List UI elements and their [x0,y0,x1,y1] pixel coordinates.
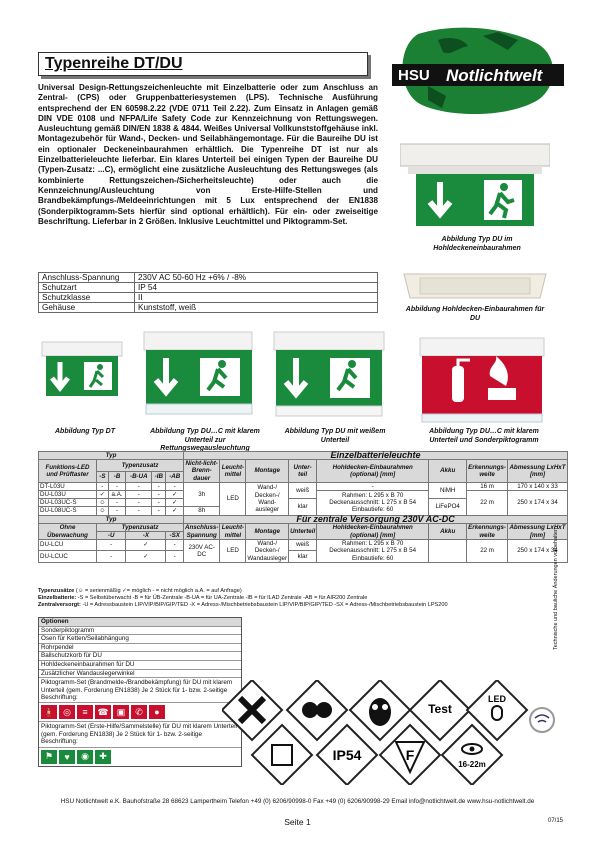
table-row: DU-L03U ✓ a.A. - - ✓ Rahmen: L 295 x B 70 Deckenausschnitt: L 275 x B 54 Einbautiefe: 60 22 m 250 x 174 x 34 [39,491,568,499]
fire-hose-icon: ◎ [59,705,75,719]
product-table: Typ Einzelbatterieleuchte Funktions-LED und Prüftaster Typenzusatz Nicht-licht-Brenn-dauer Leucht-mittel Montage Unter-teil Hohldecken-Einbaurahmen (optional) [mm] Akku Erkennungs-weite Abmessung LxHxT [mm] -S -B -B-UA -IB -AB DT-L03U - - - - - 3h LED Wand-/ Decken-/ Wand-ausleger weiß - NiMH 16 m 170 x 140 x 33 DU-L03U ✓ a.A. - - ✓ Rahmen: L 295 x B 70 Deckenausschnitt: L 275 x B 54 Einbautiefe: 60 22 m 250 x 174 x 34 DU-L03UC-S ☺ - - - ✓ klar LiFePO4 DU-L08UC-S ☺ - - - ✓ 8h Typ Für zentrale Versorgung 230V AC-DC Ohne Überwachung Typenzusatz Anschluss-Spannung Leucht-mittel Montage Unterteil Hohldecken-Einbaurahmen (optional) [mm] Akku Erkennungs-weite Abmessung LxHxT [mm] -U -X -SX DU-LCU - ✓ - 230V AC-DC LED Wand-/ Decken-/ Wandausleger weiß Rahmen: L 295 x B 70 Deckenausschnitt: L 275 x B 54 Einbautiefe: 60 22 m 250 x 174 x 34 DU-LCUC - ✓ - klar [40,450,566,562]
owl-icon [350,680,410,740]
footer-address: HSU Notlichtwelt e.K. Bauhofstraße 28 68623 Lampertheim Telefon +49 (0) 6206/90998-0 Fax +49 (0) 6206/90998-29 Email info@notlichtwelt.de www.hsu-notlichtwelt.de [60,798,535,805]
fire-extinguisher-icon: 🧯 [41,705,57,719]
options-box [38,617,242,767]
doc-date: 07/15 [548,818,564,824]
dt-image [40,340,136,420]
assembly-point-icon: ⚑ [41,750,57,764]
spec-row: Gehäuse Kunststoff, weiß [39,303,378,313]
firstaid-pictograms [39,748,241,766]
frame-image [402,272,548,302]
table-row: DU-L08UC-S ☺ - - - ✓ 8h [39,507,568,515]
logo-brand-text: Notlichtwelt [446,66,543,85]
option-item: Ballschutzkorb für DU [39,652,241,661]
fire-phone-icon: ✆ [131,705,147,719]
option-item: Ösen für Ketten/Seilabhängung [39,635,241,644]
type-notes: Typenzusätze (☺ = serienmäßig ✓= möglich - = nicht möglich a.A. = auf Anfrage) Einzelbatterie: -S = Selbstüberwacht -B = für ÜB-Zentrale -B-UA = für UA-Zentrale -IB = für ILAD Zentrale -AB = für AIR200 Zentrale Zentralversorgt: -U = Adressbaustein LIP/VIP/BIP/GIP/TED -X = Adress-/Mischbetriebsbaustein LIP/VIP/BIP/GIP/TED -SX = Adress-/Mischbetriebsbaustein LPS200 [38,588,448,608]
product-description: Universal Design-Rettungszeichenleuchte mit Einzelbatterie oder zum Anschluss an Zentral- (CPS) oder Gruppenbatteriesystemen (LPS). Technische Ausführung entsprechend der EN 60598.2.22 (VDE 0711 Teil 2.22). Zum Einsatz in Anlagen gemäß DIN VDE 0108 und NFPA/Life Safety Code zur Kennzeichnung von Rettungswegen. Ausleuchtung gemäß DIN/EN 1838 & 4844. Weißes Universal Vollkunststoffgehäuse inkl. Montagezubehör für Wand-, Decken- und Seilabhängemontage. Für die Baureihe DU ist ein optionaler Deckeneinbaurahmen erhältlich. Die Typenreihe DT ist nur als Einzelbatterieleuchte lieferbar. Ein klares Unterteil bei einigen Typen der Baureihe DU (Typen-Zusatz: ...C), ermöglicht eine zusätzliche Ausleuchtung des Rettungsweges (als kombinierte Rettungszeichen-/Sicherheitsleuchte) oder auch die Kennzeichnung/Ausleuchtung von Erste-Hilfe-Stellen und Brandbekämpfungs-/Meldeeinrichtungen mit 5 Lux entsprechend der EN1838 (Sonderpiktogramm-Sets hierfür sind optional erhältlich). Für ein- oder zweiseitige Beschriftung. Lieferbar in 2 Größen. Inklusive Leuchtmittel und Piktogramm-Set. [38,83,378,226]
option-pictogram-set-fire: Piktogramm-Set (Brandmelde-/Brandbekämpfung) für DU mit klarem Unterteil (gem. Forderung EN1838) Je 2 Stück für 1- bzw. 2-seitige Beschriftung: [39,678,241,703]
ball-protection-icon [287,680,347,740]
wireless-icon [530,708,554,732]
defibrillator-icon: ♥ [59,750,75,764]
fire-alarm-icon: ☎ [95,705,111,719]
test-icon [410,680,470,740]
spec-row: Anschluss-Spannung 230V AC 50-60 Hz +6% / -8% [39,273,378,283]
fire-pictograms [39,703,241,721]
section-title-battery: Einzelbatterieleuchte [184,452,568,460]
du-white-image [272,330,394,422]
spec-row: Schutzart IP 54 [39,283,378,293]
caption-du-ceiling: Abbildung Typ DU im Hohldeckeneinbaurahmen [433,236,521,252]
table-row: DU-LCU - ✓ - 230V AC-DC LED Wand-/ Decken-/ Wandausleger weiß Rahmen: L 295 x B 70 Deckenausschnitt: L 275 x B 54 Einbautiefe: 60 22 m 250 x 174 x 34 [39,540,568,551]
f-label: F [405,747,415,763]
option-item: Rohrpendel [39,644,241,653]
protection-class-icon [252,725,312,785]
caption-dt: Abbildung Typ DT [54,428,115,435]
spec-row: Schutzklasse II [39,293,378,303]
caption-du-white: Abbildung Typ DU mit weißem Unterteil [284,428,386,444]
options-header: Optionen [39,618,241,627]
du-ceiling-image [400,140,550,232]
option-pictogram-set-firstaid: Piktogramm-Set (Erste-Hilfe/Sammelstelle) für DU mit klarem Unterteil (gem. Forderung EN1838) Je 2 Stück für 1- bzw. 2-seitige Beschriftung: [39,721,241,747]
option-item: Hohldeckeneinbaurahmen für DU [39,661,241,670]
fire-equipment-icon: ▣ [113,705,129,719]
option-item: Zusätzlicher Wandauslegerwinkel [39,670,241,679]
ip54-icon [317,725,377,785]
caption-duc: Abbildung Typ DU…C mit klarem Unterteil zur Rettungswegausleuchtung [150,428,260,452]
table-row: DU-LCUC - ✓ - klar [39,550,568,562]
ip54-label: IP54 [332,747,362,763]
led-label: LED [488,694,506,704]
certification-symbols [222,680,557,785]
table-row: DU-L03UC-S ☺ - - - ✓ klar LiFePO4 [39,499,568,507]
caption-duc-special: Abbildung Typ DU…C mit klarem Unterteil und Sonderpiktogramm [429,428,539,444]
eye-wash-icon: ◉ [77,750,93,764]
page-title-box [38,52,368,76]
test-label: Test [428,702,452,716]
fire-button-icon: ● [149,705,165,719]
logo-hsu-text: HSU [398,67,430,84]
page-number: Seite 1 [284,817,311,827]
hsu-notlichtwelt-logo [388,26,568,116]
first-aid-cross-icon: ✚ [95,750,111,764]
no-installation-icon [222,680,282,740]
disclaimer-vertical: Technische und bauliche Änderungen vorbehalten [553,527,559,650]
duc-image [142,330,264,422]
duc-special-image [418,336,548,424]
page-title: Typenreihe DT/DU [45,55,183,72]
caption-frame: Abbildung Hohldecken-Einbaurahmen für DU [405,306,545,322]
range-label: 16-22m [458,760,486,769]
spec-table [38,272,378,313]
f-mark-icon [380,725,440,785]
fire-ladder-icon: ≡ [77,705,93,719]
option-item: Sonderpiktogramm [39,627,241,636]
section-title-central: Für zentrale Versorgung 230V AC-DC [184,515,568,523]
table-row: DT-L03U - - - - - 3h LED Wand-/ Decken-/ Wand-ausleger weiß - NiMH 16 m 170 x 140 x 33 [39,482,568,490]
